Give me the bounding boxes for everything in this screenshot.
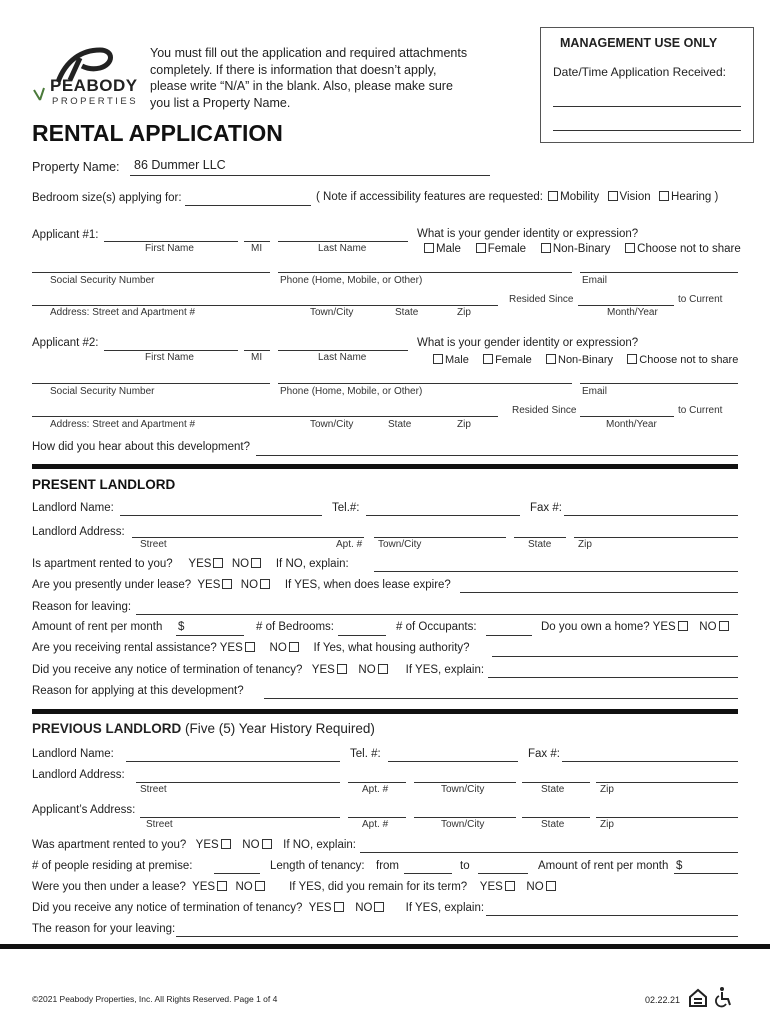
assistance-question: Are you receiving rental assistance? YES (32, 642, 243, 654)
previous-reason-field[interactable] (176, 936, 738, 937)
applicant2-resided-since-field[interactable] (580, 416, 674, 417)
gender-question: What is your gender identity or expression? (417, 228, 639, 240)
instructions-line: please write “N/A” in the blank. Also, please make sure (150, 79, 453, 93)
previous-termination-no-checkbox[interactable] (374, 902, 384, 912)
previous-landlord-heading (32, 721, 375, 736)
applicant2-ssn-field[interactable] (32, 383, 270, 384)
present-housing-authority-field[interactable] (492, 656, 738, 657)
previous-termination-row (32, 902, 484, 914)
no-label: NO (235, 881, 253, 893)
present-tel-label: Tel.#: (332, 502, 360, 514)
own-home-no-checkbox[interactable] (719, 621, 729, 631)
previous-zip-field[interactable] (596, 782, 738, 783)
applicant-apt-field[interactable] (348, 817, 406, 818)
applicant-street-field[interactable] (140, 817, 340, 818)
accessibility-note-label: ( Note if accessibility features are requested: (316, 191, 543, 203)
street-caption: Street (140, 539, 167, 550)
previous-landlord-title: PREVIOUS LANDLORD (32, 721, 182, 736)
phone-caption: Phone (Home, Mobile, or Other) (280, 386, 423, 397)
rented-question: Is apartment rented to you? (32, 558, 173, 570)
people-residing-label: # of people residing at premise: (32, 860, 193, 872)
applicant-state-field[interactable] (522, 817, 590, 818)
assistance-yes-checkbox[interactable] (245, 642, 255, 652)
month-year-caption: Month/Year (607, 307, 658, 318)
nonbinary-label: Non-Binary (558, 354, 614, 366)
hear-about-label: How did you hear about this development? (32, 441, 251, 453)
choose-not-label: Choose not to share (639, 354, 739, 366)
previous-landlord-name-label: Landlord Name: (32, 748, 114, 760)
present-occupants-field[interactable] (486, 635, 532, 636)
female-label: Female (495, 354, 532, 366)
apt-caption: Apt. # (362, 819, 389, 830)
no-label: NO (269, 642, 287, 654)
assistance-no-checkbox[interactable] (289, 642, 299, 652)
company-logo (30, 46, 140, 108)
applicant1-first-name-field[interactable] (104, 241, 238, 242)
town-caption: Town/City (441, 784, 485, 795)
tenancy-label: Length of tenancy: (270, 860, 365, 872)
present-town-field[interactable] (374, 537, 506, 538)
present-rented-row (32, 558, 349, 570)
choose-not-checkbox[interactable] (625, 243, 635, 253)
applicant2-label: Applicant #2: (32, 337, 99, 349)
rent-label: Amount of rent per month (32, 621, 163, 633)
previous-town-field[interactable] (414, 782, 516, 783)
previous-landlord-subtitle: (Five (5) Year History Required) (185, 721, 375, 736)
state-caption: State (541, 819, 565, 830)
last-name-caption: Last Name (318, 352, 367, 363)
zip-caption: Zip (600, 784, 614, 795)
hearing-label: Hearing ) (671, 191, 719, 203)
tenancy-from-field[interactable] (404, 873, 452, 874)
dollar-sign: $ (676, 860, 683, 872)
applicant2-email-field[interactable] (580, 383, 738, 384)
previous-fax-field[interactable] (562, 761, 738, 762)
male-label: Male (445, 354, 469, 366)
hearing-checkbox[interactable] (659, 191, 669, 201)
ssn-caption: Social Security Number (50, 275, 155, 286)
address-caption: Address: Street and Apartment # (50, 307, 196, 318)
first-name-caption: First Name (145, 243, 194, 254)
bedroom-field[interactable] (185, 205, 311, 206)
property-name-value: 86 Dummer LLC (134, 158, 226, 172)
termination-question: Did you receive any notice of termination of tenancy? (32, 664, 303, 676)
bedroom-label: Bedroom size(s) applying for: (32, 192, 182, 204)
applicant2-gender-options (431, 354, 738, 366)
nonbinary-label: Non-Binary (552, 243, 611, 255)
previous-lease-no-checkbox[interactable] (255, 881, 265, 891)
applicant2-address-field[interactable] (32, 416, 498, 417)
present-rent-field[interactable] (176, 635, 244, 636)
present-bedrooms-field[interactable] (338, 635, 386, 636)
female-checkbox[interactable] (483, 354, 493, 364)
previous-rented-yes-checkbox[interactable] (221, 839, 231, 849)
apt-caption: Apt. # (362, 784, 389, 795)
mobility-label: Mobility (560, 191, 600, 203)
month-year-caption: Month/Year (606, 419, 657, 430)
previous-landlord-name-field[interactable] (126, 761, 340, 762)
lease-question: Are you presently under lease? (32, 579, 192, 591)
instructions-line: completely. If there is information that doesn’t apply, (150, 62, 437, 77)
applicant2-last-name-field[interactable] (278, 350, 408, 351)
nonbinary-checkbox[interactable] (541, 243, 551, 253)
present-state-field[interactable] (514, 537, 566, 538)
equal-housing-icon (688, 988, 708, 1008)
applicant-town-field[interactable] (414, 817, 516, 818)
resided-since-label: Resided Since (512, 405, 577, 416)
applicant1-last-name-field[interactable] (278, 241, 408, 242)
previous-tel-label: Tel. #: (350, 748, 381, 760)
termination-explain-label: If YES, explain: (405, 902, 485, 914)
assistance-row (32, 642, 470, 654)
own-home-row (541, 621, 731, 633)
state-caption: State (541, 784, 565, 795)
previous-state-field[interactable] (522, 782, 590, 783)
first-name-caption: First Name (145, 352, 194, 363)
previous-rent-field[interactable] (674, 873, 738, 874)
present-fax-label: Fax #: (530, 502, 562, 514)
termination-yes-checkbox[interactable] (337, 664, 347, 674)
zip-caption: Zip (457, 307, 471, 318)
lease-no-checkbox[interactable] (260, 579, 270, 589)
present-landlord-name-label: Landlord Name: (32, 502, 114, 514)
female-checkbox[interactable] (476, 243, 486, 253)
property-name-field[interactable] (130, 175, 490, 176)
town-caption: Town/City (310, 307, 354, 318)
if-no-explain-label: If NO, explain: (275, 558, 349, 570)
leaf-icon (32, 86, 46, 106)
present-tel-field[interactable] (366, 515, 520, 516)
reason-leaving-label: Reason for leaving: (32, 601, 132, 613)
present-lease-expire-field[interactable] (460, 592, 738, 593)
street-caption: Street (140, 784, 167, 795)
no-label: NO (699, 621, 717, 633)
previous-tel-field[interactable] (388, 761, 518, 762)
no-label: NO (526, 881, 544, 893)
termination-question: Did you receive any notice of termination of tenancy? (32, 902, 303, 914)
logo-text-top: PEABODY (50, 76, 138, 95)
no-label: NO (240, 579, 259, 591)
previous-apt-field[interactable] (348, 782, 406, 783)
previous-rented-row (32, 839, 356, 851)
present-landlord-address-label: Landlord Address: (32, 526, 125, 538)
male-checkbox[interactable] (433, 354, 443, 364)
management-title: MANAGEMENT USE ONLY (560, 36, 718, 50)
present-lease-row (32, 579, 451, 591)
applicant1-resided-since-field[interactable] (578, 305, 674, 306)
mobility-checkbox[interactable] (548, 191, 558, 201)
instructions (150, 45, 467, 111)
mi-caption: MI (251, 352, 263, 363)
rented-yes-checkbox[interactable] (213, 558, 223, 568)
previous-rented-no-checkbox[interactable] (262, 839, 272, 849)
footer-code: 02.22.21 (645, 995, 681, 1005)
present-reason-applying-field[interactable] (264, 698, 738, 699)
bedrooms-label: # of Bedrooms: (256, 621, 334, 633)
male-checkbox[interactable] (424, 243, 434, 253)
applicant2-mi-field[interactable] (244, 350, 270, 351)
section-divider (0, 944, 770, 949)
previous-lease-yes-checkbox[interactable] (217, 881, 227, 891)
to-current-label: to Current (678, 294, 723, 305)
last-name-caption: Last Name (318, 243, 367, 254)
state-caption: State (388, 419, 412, 430)
section-divider (32, 709, 738, 714)
phone-caption: Phone (Home, Mobile, or Other) (280, 275, 423, 286)
email-caption: Email (582, 275, 608, 286)
if-no-explain-label: If NO, explain: (283, 839, 356, 851)
applicant2-first-name-field[interactable] (104, 350, 238, 351)
street-caption: Street (146, 819, 173, 830)
instructions-line: You must fill out the application and required attachments (150, 46, 468, 60)
previous-lease-row (32, 881, 558, 893)
yes-label: YES (311, 664, 335, 676)
rented-question: Was apartment rented to you? (32, 839, 187, 851)
applicant1-phone-field[interactable] (278, 272, 572, 273)
zip-caption: Zip (578, 539, 592, 550)
choose-not-label: Choose not to share (637, 243, 741, 255)
management-date-line[interactable] (553, 106, 741, 107)
applicant1-label: Applicant #1: (32, 229, 99, 241)
previous-termination-yes-checkbox[interactable] (334, 902, 344, 912)
management-date-label: Date/Time Application Received: (553, 65, 726, 79)
state-caption: State (528, 539, 552, 550)
choose-not-checkbox[interactable] (627, 354, 637, 364)
yes-label: YES (479, 881, 503, 893)
present-landlord-name-field[interactable] (120, 515, 322, 516)
present-landlord-heading: PRESENT LANDLORD (32, 477, 176, 492)
present-reason-leaving-field[interactable] (136, 614, 738, 615)
present-fax-field[interactable] (564, 515, 738, 516)
applicant-address-label: Applicant’s Address: (32, 804, 136, 816)
present-zip-field[interactable] (574, 537, 738, 538)
yes-label: YES (195, 839, 219, 851)
town-caption: Town/City (310, 419, 354, 430)
applicant1-gender-options (422, 243, 741, 255)
remain-term-question: If YES, did you remain for its term? (289, 881, 468, 893)
termination-explain-label: If YES, explain: (405, 664, 485, 676)
occupants-label: # of Occupants: (396, 621, 477, 633)
applicant1-address-field[interactable] (32, 305, 498, 306)
own-home-yes-checkbox[interactable] (678, 621, 688, 631)
previous-reason-label: The reason for your leaving: (32, 923, 176, 935)
resided-since-label: Resided Since (509, 294, 574, 305)
applicant1-email-field[interactable] (580, 272, 738, 273)
housing-authority-label: If Yes, what housing authority? (313, 642, 470, 654)
previous-lease-question: Were you then under a lease? (32, 881, 186, 893)
present-street-field[interactable] (132, 537, 364, 538)
male-label: Male (436, 243, 461, 255)
no-label: NO (242, 839, 260, 851)
no-label: NO (231, 558, 250, 570)
zip-caption: Zip (457, 419, 471, 430)
no-label: NO (358, 664, 376, 676)
reason-applying-label: Reason for applying at this development? (32, 685, 244, 697)
ssn-caption: Social Security Number (50, 386, 155, 397)
previous-street-field[interactable] (136, 782, 340, 783)
present-rented-explain-field[interactable] (374, 571, 738, 572)
yes-label: YES (197, 579, 221, 591)
logo-text-bottom: PROPERTIES (52, 96, 139, 107)
town-caption: Town/City (441, 819, 485, 830)
to-current-label: to Current (678, 405, 723, 416)
lease-expire-label: If YES, when does lease expire? (284, 579, 451, 591)
vision-label: Vision (619, 191, 651, 203)
instructions-line: you list a Property Name. (150, 95, 291, 110)
management-time-line[interactable] (553, 130, 741, 131)
yes-label: YES (308, 902, 332, 914)
termination-no-checkbox[interactable] (378, 664, 388, 674)
to-label: to (460, 860, 470, 872)
dollar-sign: $ (178, 621, 185, 633)
previous-fax-label: Fax #: (528, 748, 560, 760)
page-title: RENTAL APPLICATION (32, 120, 283, 146)
applicant1-ssn-field[interactable] (32, 272, 270, 273)
management-use-box (540, 27, 754, 143)
remain-yes-checkbox[interactable] (505, 881, 515, 891)
yes-label: YES (192, 881, 216, 893)
previous-termination-explain-field[interactable] (486, 915, 738, 916)
zip-caption: Zip (600, 819, 614, 830)
applicant2-phone-field[interactable] (278, 383, 572, 384)
applicant1-mi-field[interactable] (244, 241, 270, 242)
previous-landlord-address-label: Landlord Address: (32, 769, 125, 781)
nonbinary-checkbox[interactable] (546, 354, 556, 364)
property-name-label: Property Name: (32, 160, 120, 174)
previous-rent-label: Amount of rent per month (538, 860, 669, 872)
rented-no-checkbox[interactable] (251, 558, 261, 568)
previous-rented-explain-field[interactable] (360, 852, 738, 853)
termination-row (32, 664, 484, 676)
address-caption: Address: Street and Apartment # (50, 419, 196, 430)
applicant-zip-field[interactable] (596, 817, 738, 818)
no-label: NO (355, 902, 373, 914)
town-caption: Town/City (378, 539, 422, 550)
gender-question: What is your gender identity or expression? (417, 337, 639, 349)
accessibility-note (316, 191, 718, 203)
present-termination-explain-field[interactable] (488, 677, 738, 678)
lease-yes-checkbox[interactable] (222, 579, 232, 589)
mi-caption: MI (251, 243, 263, 254)
people-residing-field[interactable] (214, 873, 260, 874)
footer-copyright: ©2021 Peabody Properties, Inc. All Rights Reserved. Page 1 of 4 (32, 994, 278, 1004)
own-home-question: Do you own a home? YES (541, 621, 676, 633)
hear-about-field[interactable] (256, 455, 738, 456)
vision-checkbox[interactable] (608, 191, 618, 201)
tenancy-to-field[interactable] (478, 873, 528, 874)
section-divider (32, 464, 738, 469)
apt-caption: Apt. # (336, 539, 363, 550)
accessibility-icon (713, 986, 735, 1008)
female-label: Female (487, 243, 527, 255)
from-label: from (376, 860, 399, 872)
yes-label: YES (188, 558, 212, 570)
remain-no-checkbox[interactable] (546, 881, 556, 891)
state-caption: State (395, 307, 419, 318)
email-caption: Email (582, 386, 608, 397)
